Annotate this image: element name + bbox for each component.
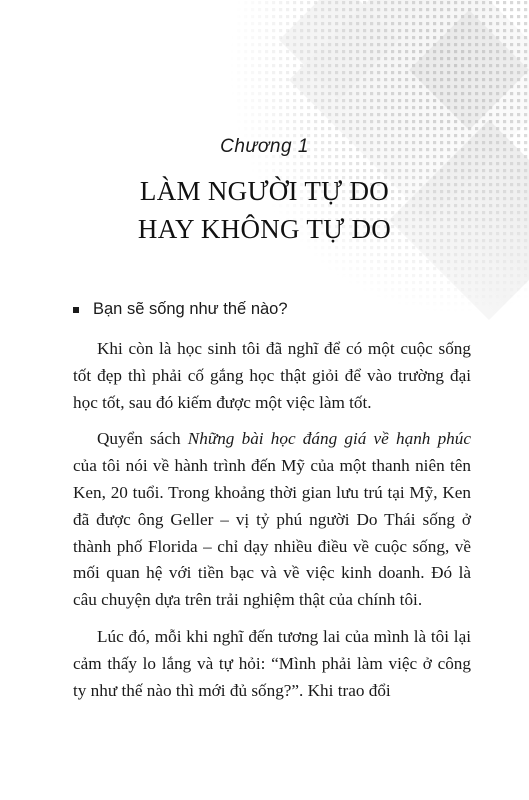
square-bullet-icon bbox=[73, 307, 79, 313]
chapter-title-line-2: HAY KHÔNG TỰ DO bbox=[137, 214, 392, 244]
body-text bbox=[73, 336, 471, 714]
paragraph-2-start: Quyển sách bbox=[97, 429, 188, 449]
chapter-label: Chương 1 bbox=[220, 136, 309, 157]
chapter-title-line-1: LÀM NGƯỜI TỰ DO bbox=[139, 176, 390, 206]
section-heading bbox=[73, 300, 288, 319]
corner-pattern-decoration bbox=[229, 0, 529, 330]
paragraph-2-end: của tôi nói về hành trình đến Mỹ của một thanh niên tên Ken, 20 tuổi. Trong khoảng thời gian lưu trú tại Mỹ, Ken đã được ông Geller – vị tỷ phú người Do Thái sống ở thành phố Florida – chỉ dạy nhiều điều về cuộc sống, về mối quan hệ với tiền bạc và về việc kinh doanh. Đó là câu chuyện dựa trên trải nghiệm thật của chính tôi. bbox=[73, 456, 471, 610]
chapter-title bbox=[0, 172, 529, 248]
book-title: Những bài học đáng giá về hạnh phúc bbox=[187, 429, 471, 449]
paragraph-3: Lúc đó, mỗi khi nghĩ đến tương lai của mình là tôi lại cảm thấy lo lắng và tự hỏi: “Mình phải làm việc ở công ty như thế nào thì mới đủ sống?”. Khi trao đổi bbox=[73, 626, 471, 700]
paragraph-1: Khi còn là học sinh tôi đã nghĩ để có một cuộc sống tốt đẹp thì phải cố gắng học thật giỏi để vào trường đại học tốt, sau đó kiếm được một việc làm tốt. bbox=[73, 339, 471, 412]
paragraph-2 bbox=[73, 426, 471, 614]
section-heading-text: Bạn sẽ sống như thế nào? bbox=[93, 300, 288, 318]
